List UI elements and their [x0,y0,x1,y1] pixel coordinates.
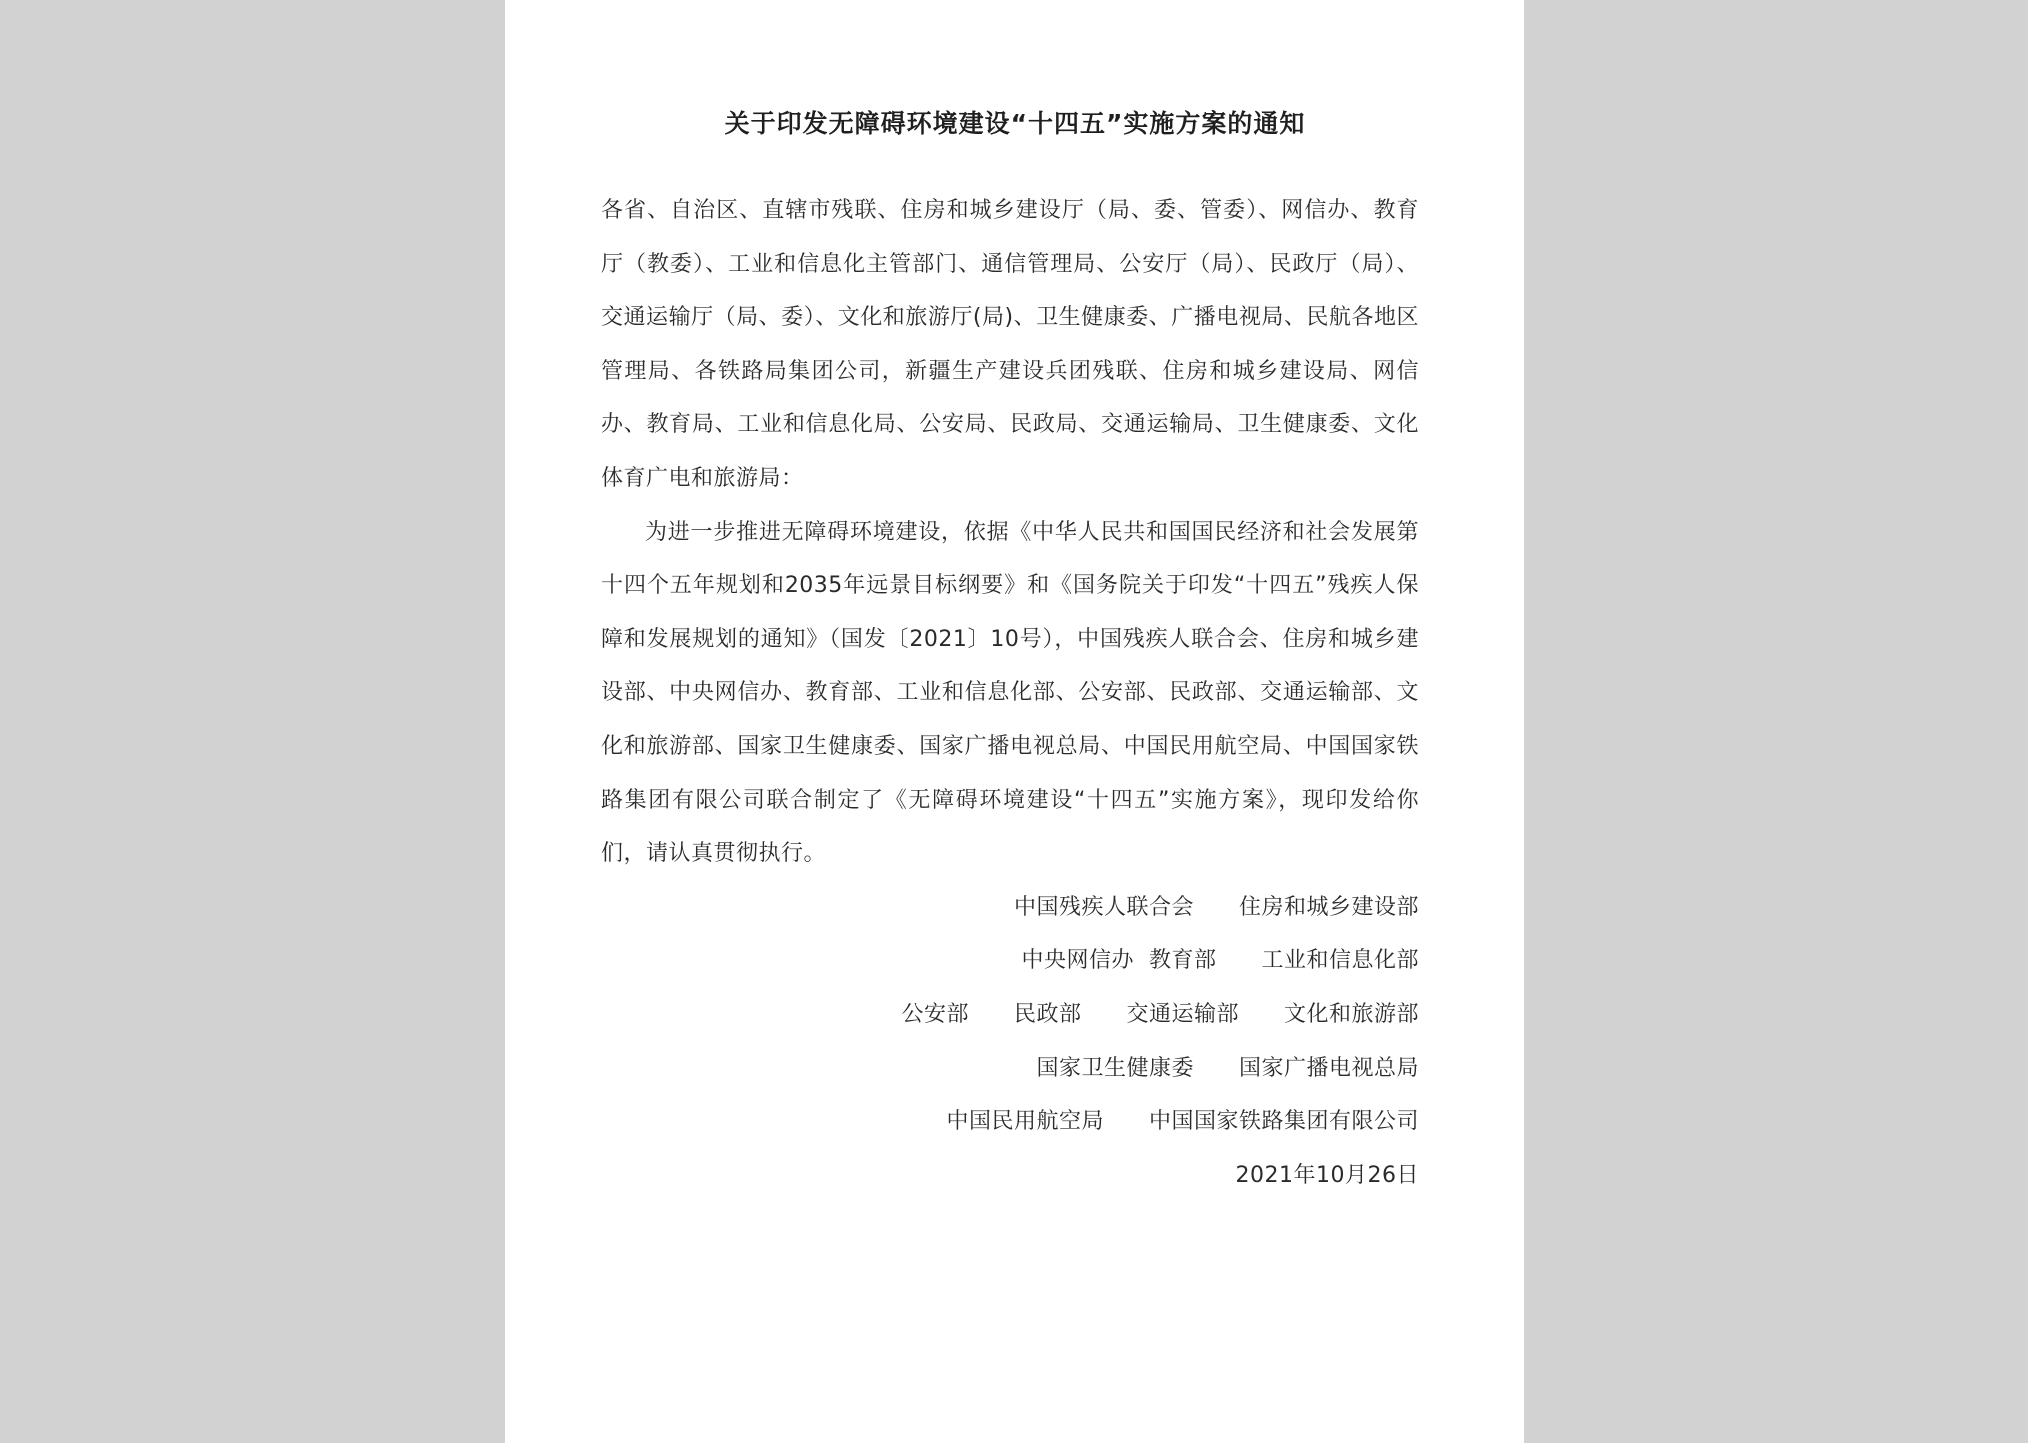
signature-line: 国家卫生健康委 国家广播电视总局 [1036,1055,1419,1081]
body-paragraph: 为进一步推进无障碍环境建设，依据《中华人民共和国国民经济和社会发展第十四个五年规划和2035年远景目标纲要》和《国务院关于印发“十四五”残疾人保障和发展规划的通知》（国发〔2021〕10号），中国残疾人联合会、住房和城乡建设部、中央网信办、教育部、工业和信息化部、公安部、民政部、交通运输部、文化和旅游部、国家卫生健康委、国家广播电视总局、中国民用航空局、中国国家铁路集团有限公司联合制定了《无障碍环境建设“十四五”实施方案》，现印发给你们，请认真贯彻执行。 [601,519,1419,867]
document-page [505,0,1524,1443]
document-date: 2021年10月26日 [1235,1162,1419,1188]
signature-line: 中国民用航空局 中国国家铁路集团有限公司 [946,1109,1419,1135]
signature-line: 中央网信办 教育部 工业和信息化部 [1021,948,1419,974]
addressees-paragraph: 各省、自治区、直辖市残联、住房和城乡建设厅（局、委、管委）、网信办、教育厅（教委）、工业和信息化主管部门、通信管理局、公安厅（局）、民政厅（局）、交通运输厅（局、委）、文化和旅游厅(局)、卫生健康委、广播电视局、民航各地区管理局、各铁路局集团公司，新疆生产建设兵团残联、住房和城乡建设局、网信办、教育局、工业和信息化局、公安局、民政局、交通运输局、卫生健康委、文化体育广电和旅游局： [601,198,1419,491]
signature-block [601,881,1419,1203]
signature-line: 公安部 民政部 交通运输部 文化和旅游部 [901,1001,1419,1027]
signature-line: 中国残疾人联合会 住房和城乡建设部 [1013,894,1419,920]
document-title: 关于印发无障碍环境建设“十四五”实施方案的通知 [724,109,1306,138]
